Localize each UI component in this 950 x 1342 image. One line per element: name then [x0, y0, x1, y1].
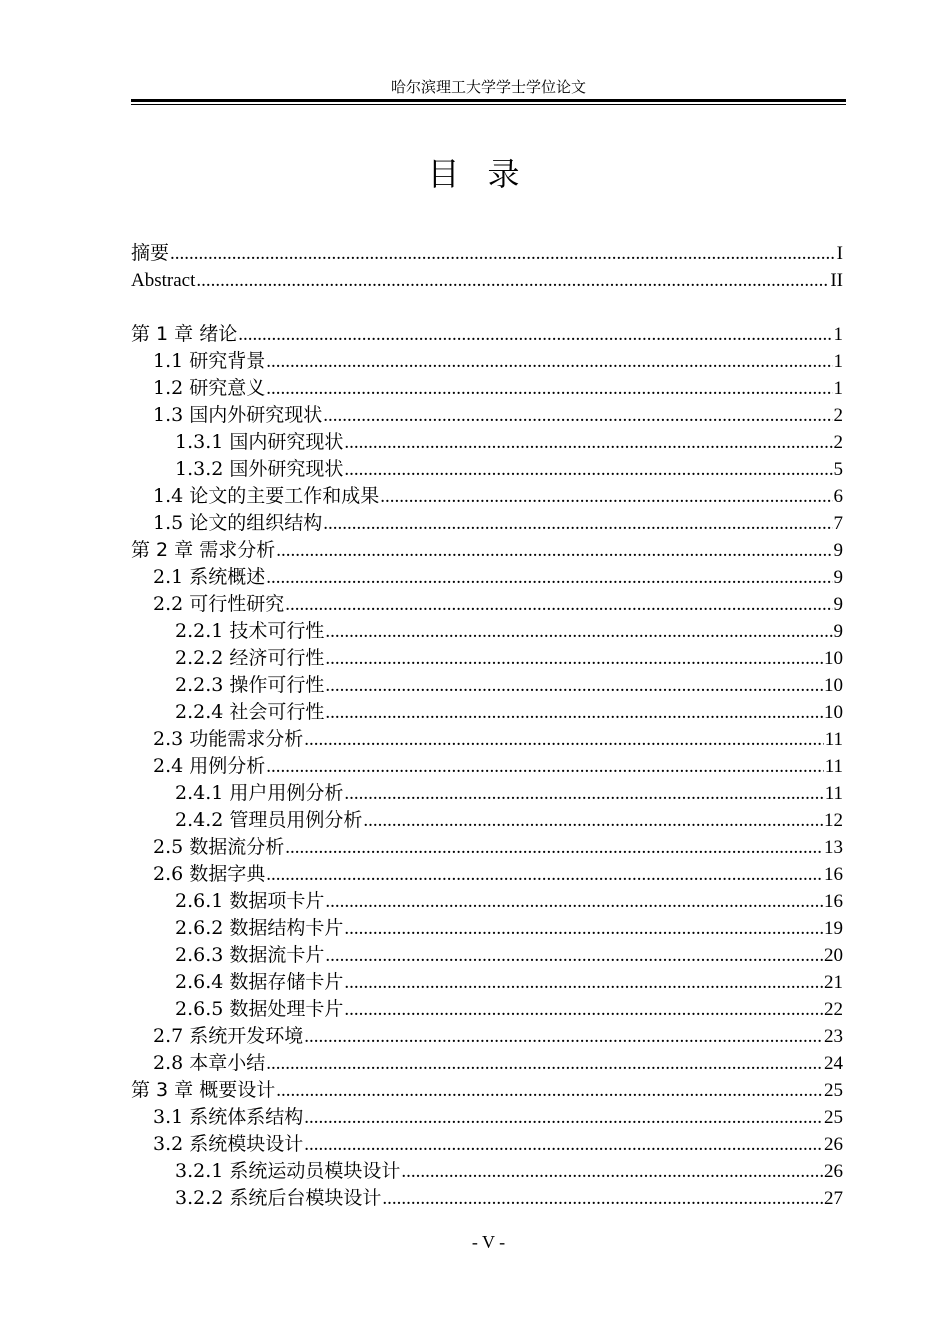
toc-entry-page-number: 26 [824, 1134, 843, 1155]
toc-entry-label: 1.2 研究意义 [153, 377, 266, 399]
toc-entry-label: 2.6.5 数据处理卡片 [175, 998, 344, 1020]
toc-section-entry[interactable] [131, 402, 843, 429]
toc-subsection-entry[interactable] [131, 1158, 843, 1185]
toc-section-entry[interactable] [131, 1050, 843, 1077]
dot-leader [276, 537, 832, 564]
toc-chapter-entry[interactable] [131, 537, 843, 564]
toc-section-entry[interactable] [131, 1104, 843, 1131]
toc-subsection-entry[interactable] [131, 915, 843, 942]
toc-entry-page-number: 1 [833, 378, 843, 399]
dot-leader [266, 375, 832, 402]
dot-leader [323, 402, 832, 429]
toc-entry-page-number: II [830, 270, 843, 291]
toc-entry-label: 2.5 数据流分析 [153, 836, 285, 858]
dot-leader [344, 996, 823, 1023]
toc-spacer [131, 294, 843, 321]
toc-entry-page-number: 21 [824, 972, 843, 993]
toc-entry-label: 2.4.1 用户用例分析 [175, 782, 344, 804]
dot-leader [344, 456, 832, 483]
toc-entry-label: 2.4.2 管理员用例分析 [175, 809, 363, 831]
dot-leader [380, 483, 832, 510]
toc-entry-page-number: 25 [824, 1107, 843, 1128]
dot-leader [266, 753, 823, 780]
toc-subsection-entry[interactable] [131, 942, 843, 969]
toc-subsection-entry[interactable] [131, 780, 843, 807]
toc-section-entry[interactable] [131, 591, 843, 618]
toc-entry-page-number: 9 [833, 567, 843, 588]
toc-entry-label: 2.4 用例分析 [153, 755, 266, 777]
dot-leader [266, 861, 823, 888]
toc-entry-label: 2.2.3 操作可行性 [175, 674, 325, 696]
toc-entry-page-number: 19 [824, 918, 843, 939]
dot-leader [344, 915, 823, 942]
toc-subsection-entry[interactable] [131, 645, 843, 672]
dot-leader [266, 348, 832, 375]
toc-entry-page-number: 11 [824, 783, 843, 804]
toc-entry-label: Abstract [131, 270, 196, 291]
toc-entry-label: 1.3 国内外研究现状 [153, 404, 323, 426]
toc-section-entry[interactable] [131, 510, 843, 537]
toc-section-entry[interactable] [131, 834, 843, 861]
toc-entry-page-number: 1 [833, 324, 843, 345]
toc-entry-label: 2.6.1 数据项卡片 [175, 890, 325, 912]
toc-entry-page-number: 1 [833, 351, 843, 372]
dot-leader [325, 645, 823, 672]
toc-entry-page-number: 2 [833, 432, 843, 453]
dot-leader [382, 1185, 823, 1212]
toc-subsection-entry[interactable] [131, 1185, 843, 1212]
dot-leader [325, 942, 823, 969]
toc-entry-page-number: 10 [824, 675, 843, 696]
toc-section-entry[interactable] [131, 861, 843, 888]
toc-entry-page-number: 24 [824, 1053, 843, 1074]
toc-entry-page-number: 7 [833, 513, 843, 534]
toc-entry-page-number: 20 [824, 945, 843, 966]
toc-entry-page-number: 25 [824, 1080, 843, 1101]
toc-entry-page-number: I [836, 243, 843, 264]
toc-entry-page-number: 26 [824, 1161, 843, 1182]
page-number: - V - [471, 1232, 506, 1252]
toc-entry-label: 1.4 论文的主要工作和成果 [153, 485, 380, 507]
toc-chapter-entry[interactable] [131, 1077, 843, 1104]
dot-leader [363, 807, 823, 834]
dot-leader [238, 321, 832, 348]
dot-leader [344, 429, 832, 456]
toc-subsection-entry[interactable] [131, 807, 843, 834]
toc-entry-label: 2.3 功能需求分析 [153, 728, 304, 750]
dot-leader [285, 591, 832, 618]
toc-entry-page-number: 12 [824, 810, 843, 831]
toc-subsection-entry[interactable] [131, 699, 843, 726]
toc-section-entry[interactable] [131, 753, 843, 780]
dot-leader [304, 726, 823, 753]
dot-leader [325, 618, 832, 645]
toc-entry-label: 2.6.2 数据结构卡片 [175, 917, 344, 939]
toc-entry-label: 第 1 章 绪论 [131, 323, 238, 345]
dot-leader [344, 780, 823, 807]
toc-entry-page-number: 9 [833, 540, 843, 561]
toc-entry-label: 2.6.3 数据流卡片 [175, 944, 325, 966]
toc-chapter-entry[interactable] [131, 321, 843, 348]
dot-leader [344, 969, 823, 996]
toc-entry-page-number: 16 [824, 864, 843, 885]
dot-leader [266, 1050, 823, 1077]
toc-entry-label: 2.6 数据字典 [153, 863, 266, 885]
toc-front-matter-entry[interactable] [131, 240, 843, 267]
toc-entry-label: 3.2 系统模块设计 [153, 1133, 304, 1155]
toc-entry-page-number: 11 [824, 729, 843, 750]
dot-leader [325, 699, 823, 726]
toc-entry-page-number: 23 [824, 1026, 843, 1047]
toc-section-entry[interactable] [131, 375, 843, 402]
toc-entry-label: 2.7 系统开发环境 [153, 1025, 304, 1047]
toc-title: 目录 [427, 155, 548, 193]
dot-leader [196, 267, 829, 294]
toc-subsection-entry[interactable] [131, 888, 843, 915]
dot-leader [323, 510, 832, 537]
toc-entry-page-number: 22 [824, 999, 843, 1020]
toc-entry-label: 1.5 论文的组织结构 [153, 512, 323, 534]
toc-entry-page-number: 10 [824, 702, 843, 723]
toc-subsection-entry[interactable] [131, 618, 843, 645]
dot-leader [276, 1077, 823, 1104]
toc-entry-page-number: 5 [833, 459, 843, 480]
toc-entry-page-number: 2 [833, 405, 843, 426]
toc-section-entry[interactable] [131, 564, 843, 591]
toc-entry-label: 2.2.1 技术可行性 [175, 620, 325, 642]
dot-leader [266, 564, 832, 591]
dot-leader [304, 1104, 823, 1131]
toc-subsection-entry[interactable] [131, 996, 843, 1023]
toc-entry-page-number: 11 [824, 756, 843, 777]
toc-entry-label: 1.3.2 国外研究现状 [175, 458, 344, 480]
toc-entry-label: 3.2.2 系统后台模块设计 [175, 1187, 382, 1209]
toc-subsection-entry[interactable] [131, 672, 843, 699]
toc-entry-page-number: 6 [833, 486, 843, 507]
dot-leader [285, 834, 823, 861]
toc-section-entry[interactable] [131, 726, 843, 753]
toc-entry-label: 2.2.4 社会可行性 [175, 701, 325, 723]
toc-entry-page-number: 27 [824, 1188, 843, 1209]
toc-entry-label: 第 3 章 概要设计 [131, 1079, 276, 1101]
running-header: 哈尔滨理工大学学士学位论文 [390, 78, 586, 96]
dot-leader [325, 672, 823, 699]
table-of-contents [131, 240, 843, 1212]
toc-section-entry[interactable] [131, 483, 843, 510]
toc-entry-label: 2.8 本章小结 [153, 1052, 266, 1074]
toc-subsection-entry[interactable] [131, 969, 843, 996]
toc-entry-label: 3.1 系统体系结构 [153, 1106, 304, 1128]
toc-subsection-entry[interactable] [131, 429, 843, 456]
toc-entry-label: 3.2.1 系统运动员模块设计 [175, 1160, 401, 1182]
toc-section-entry[interactable] [131, 1023, 843, 1050]
dot-leader [304, 1131, 823, 1158]
toc-section-entry[interactable] [131, 1131, 843, 1158]
header-double-rule [131, 99, 846, 105]
toc-front-matter-entry[interactable] [131, 267, 843, 294]
toc-entry-label: 2.6.4 数据存储卡片 [175, 971, 344, 993]
dot-leader [401, 1158, 823, 1185]
dot-leader [170, 240, 836, 267]
dot-leader [304, 1023, 823, 1050]
dot-leader [325, 888, 823, 915]
toc-entry-page-number: 16 [824, 891, 843, 912]
toc-entry-page-number: 13 [824, 837, 843, 858]
toc-entry-page-number: 9 [833, 594, 843, 615]
toc-entry-page-number: 9 [833, 621, 843, 642]
toc-entry-label: 1.3.1 国内研究现状 [175, 431, 344, 453]
toc-entry-label: 1.1 研究背景 [153, 350, 266, 372]
toc-entry-label: 摘要 [131, 242, 170, 264]
toc-subsection-entry[interactable] [131, 456, 843, 483]
toc-entry-label: 2.1 系统概述 [153, 566, 266, 588]
toc-entry-label: 2.2 可行性研究 [153, 593, 285, 615]
toc-section-entry[interactable] [131, 348, 843, 375]
toc-entry-label: 2.2.2 经济可行性 [175, 647, 325, 669]
toc-entry-page-number: 10 [824, 648, 843, 669]
toc-entry-label: 第 2 章 需求分析 [131, 539, 276, 561]
